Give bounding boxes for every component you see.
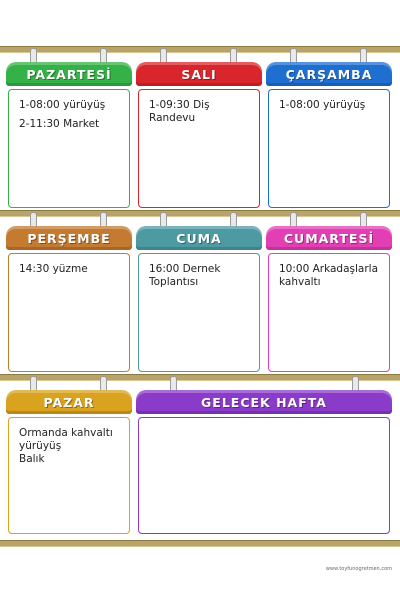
middle-rod-1 [0,210,400,217]
day-notes-cuma[interactable] [138,253,260,372]
day-header-sali [136,62,262,86]
note-line: 1-08:00 yürüyüş [279,99,366,111]
day-label: PERŞEMBE [27,230,111,246]
bottom-rod [0,540,400,547]
day-header-carsamba [266,62,392,86]
day-header-persembe [6,226,132,250]
note-line: 16:00 Dernek Toplantısı [149,263,224,288]
note-line: 10:00 Arkadaşlarla kahvaltı [279,263,382,288]
weekly-planner-board [0,36,400,572]
day-notes-pazartesi[interactable] [8,89,130,208]
card-cuma [136,226,262,372]
card-gelecek-hafta [136,390,392,534]
top-rod [0,46,400,53]
middle-rod-2 [0,374,400,381]
day-header-gelecek-hafta [136,390,392,414]
day-label: SALI [181,66,217,82]
day-label: CUMARTESİ [283,230,375,246]
day-label: GELECEK HAFTA [201,394,327,410]
day-header-cumartesi [266,226,392,250]
card-pazartesi [6,62,132,208]
note-line: yürüyüş [19,440,62,452]
day-header-pazar [6,390,132,414]
day-notes-pazar[interactable] [8,417,130,534]
note-line: 2-11:30 Market [19,118,100,130]
day-label: ÇARŞAMBA [285,66,373,82]
footer-site: www.toyfunogretmen.com [325,566,392,572]
day-notes-carsamba[interactable] [268,89,390,208]
note-line: 1-09:30 Diş Randevu [149,99,213,124]
note-line: Ormanda kahvaltı [19,427,113,439]
day-notes-sali[interactable] [138,89,260,208]
day-notes-cumartesi[interactable] [268,253,390,372]
day-label: CUMA [176,230,222,246]
note-line: 1-08:00 yürüyüş [19,99,106,111]
card-carsamba [266,62,392,208]
note-line: Balık [19,453,45,465]
day-notes-persembe[interactable] [8,253,130,372]
card-cumartesi [266,226,392,372]
card-persembe [6,226,132,372]
day-label: PAZAR [43,394,95,410]
card-pazar [6,390,132,534]
day-header-pazartesi [6,62,132,86]
day-header-cuma [136,226,262,250]
day-label: PAZARTESİ [26,66,112,82]
day-notes-gelecek-hafta[interactable] [138,417,390,534]
card-sali [136,62,262,208]
note-line: 14:30 yüzme [19,263,88,275]
